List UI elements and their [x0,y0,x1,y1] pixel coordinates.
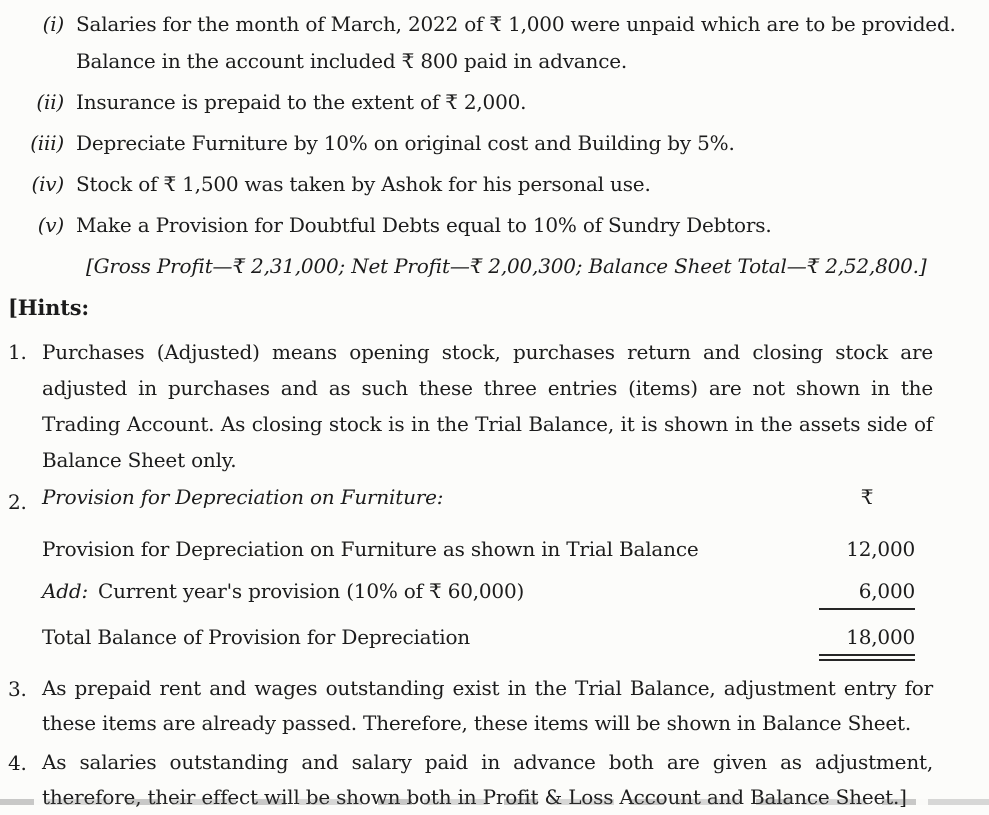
provision-total-amount-double-underlined: 18,000 [819,624,915,661]
hint-text: As salaries outstanding and salary paid in advance both are given as adjustment, therefore, their effect will be shown both in Profit & Loss Account and Balance Sheet.] [42,750,933,809]
provision-table [8,536,933,661]
rupee-currency-header: ₹ [860,485,874,509]
hint-item-3 [8,671,933,741]
adjustment-item-iii [12,125,933,162]
provision-row-amount-underlined: 6,000 [819,578,915,610]
hint-number: 2. [8,490,27,514]
adjustment-item-i [12,6,956,80]
adjustment-item-iv [12,166,933,203]
hint-item-1 [8,334,933,478]
adjustment-label: (iii) [30,131,64,155]
adjustment-text [76,166,933,203]
adjustment-line: Stock of ₹ 1,500 was taken by Ashok for his personal use. [76,172,651,196]
provision-row-label-text: Current year's provision (10% of ₹ 60,000) [98,579,525,603]
adjustment-label: (v) [37,213,64,237]
hint-2-title-row [42,484,933,520]
provision-row-label [42,578,819,610]
adjustment-label: (i) [42,12,64,36]
adjustment-text [76,84,933,121]
hint-text: Purchases (Adjusted) means opening stock, purchases return and closing stock are adjusted in purchases and as such these three entries (items) are not shown in the Trading Account. As closing stock is in the Trial Balance, it is shown in the assets side of Balance Sheet only. [42,340,933,472]
adjustment-line: Insurance is prepaid to the extent of ₹ 2,000. [76,90,527,114]
adjustment-item-v [12,207,933,244]
adjustment-text [76,125,933,162]
adjustment-label: (iv) [31,172,64,196]
adjustment-item-ii [12,84,933,121]
provision-table-title: Provision for Depreciation on Furniture: [42,485,444,509]
adjustments-list [12,6,956,244]
provision-row [42,536,933,562]
provision-row-total [42,624,933,661]
provision-row [42,578,933,610]
hint-number: 4. [8,751,27,775]
provision-row-amount: 12,000 [846,537,915,561]
scan-cutoff-artifact [0,799,989,805]
hint-number: 3. [8,677,27,701]
hint-item-2 [8,484,933,520]
provision-row-label: Provision for Depreciation on Furniture as shown in Trial Balance [42,537,699,561]
add-prefix: Add: [42,579,88,603]
adjustment-text [76,207,933,244]
hint-text: As prepaid rent and wages outstanding exist in the Trial Balance, adjustment entry for these items are already passed. Therefore, these items will be shown in Balance Sheet. [42,676,933,735]
hint-number: 1. [8,340,27,364]
adjustment-line: Depreciate Furniture by 10% on original cost and Building by 5%. [76,131,735,155]
provision-row-label: Total Balance of Provision for Depreciation [42,625,470,649]
adjustment-line: Make a Provision for Doubtful Debts equal to 10% of Sundry Debtors. [76,213,772,237]
adjustment-line: Balance in the account included ₹ 800 paid in advance. [76,49,627,73]
adjustment-label: (ii) [36,90,64,114]
answer-summary: [Gross Profit—₹ 2,31,000; Net Profit—₹ 2,00,300; Balance Sheet Total—₹ 2,52,800.] [86,254,927,278]
adjustment-line: Salaries for the month of March, 2022 of ₹ 1,000 were unpaid which are to be provided. [76,12,956,36]
hints-heading: [Hints: [8,295,89,320]
adjustment-text [76,6,956,80]
